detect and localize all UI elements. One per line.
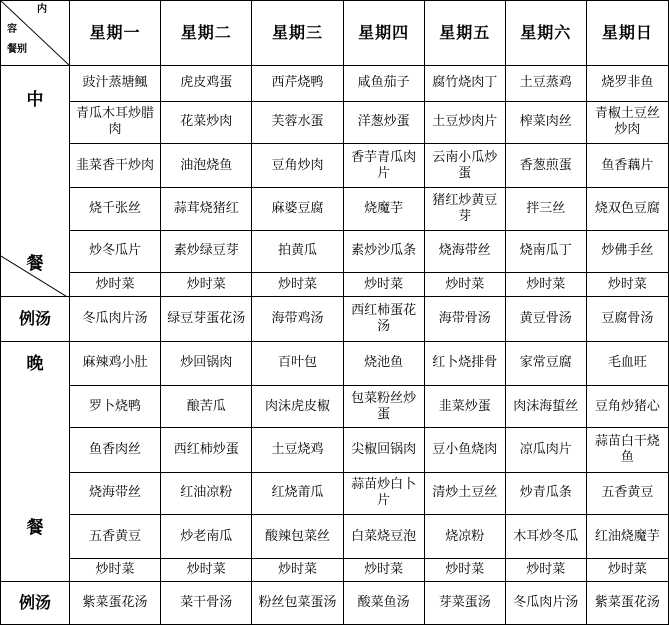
menu-cell: 榨菜肉丝 [505,101,586,143]
menu-cell: 炒时菜 [252,559,343,581]
soup-cell: 海带骨汤 [424,297,505,341]
lunch-label-bottom: 餐 [26,253,44,274]
menu-cell: 西红柿炒蛋 [161,428,252,472]
lunch-row-6 [1,273,669,297]
menu-cell: 包菜粉丝炒蛋 [343,386,424,428]
soup-cell: 芽菜蛋汤 [424,581,505,624]
day-header-wednesday: 星期三 [252,1,343,66]
menu-cell: 蒜苗白干烧鱼 [586,428,668,472]
menu-cell: 韭菜炒蛋 [424,386,505,428]
menu-cell: 炒青瓜条 [505,472,586,514]
lunch-soup-row [1,297,669,341]
dinner-row-5 [1,515,669,559]
soup-cell: 豆腐骨汤 [586,297,668,341]
dinner-label-top: 晚 [26,353,44,374]
menu-cell: 拍黄瓜 [252,230,343,272]
menu-cell: 土豆炒肉片 [424,101,505,143]
menu-cell: 西芹烧鸭 [252,65,343,101]
menu-cell: 炒时菜 [505,559,586,581]
menu-cell: 烧魔芋 [343,188,424,230]
menu-cell: 五香黄豆 [69,515,160,559]
menu-cell: 红卜烧排骨 [424,341,505,385]
menu-cell: 猪红炒黄豆芽 [424,188,505,230]
menu-cell: 咸鱼茄子 [343,65,424,101]
menu-cell: 腐竹烧肉丁 [424,65,505,101]
menu-cell: 蒜苗炒白卜片 [343,472,424,514]
menu-cell: 豉汁蒸塘鲺 [69,65,160,101]
soup-cell: 西红柿蛋花汤 [343,297,424,341]
menu-cell: 油泡烧鱼 [161,144,252,188]
menu-cell: 炒回锅肉 [161,341,252,385]
day-header-saturday: 星期六 [505,1,586,66]
menu-cell: 蒜茸烧猪红 [161,188,252,230]
day-header-sunday: 星期日 [586,1,668,66]
soup-cell: 紫菜蛋花汤 [69,581,160,624]
lunch-section-label [1,65,70,297]
menu-cell: 青椒土豆丝炒肉 [586,101,668,143]
lunch-row-1 [1,65,669,101]
menu-cell: 百叶包 [252,341,343,385]
soup-cell: 绿豆芽蛋花汤 [161,297,252,341]
soup-cell: 冬瓜肉片汤 [69,297,160,341]
menu-cell: 酿苦瓜 [161,386,252,428]
menu-cell: 烧海带丝 [69,472,160,514]
menu-cell: 芙蓉水蛋 [252,101,343,143]
day-header-tuesday: 星期二 [161,1,252,66]
dinner-soup-row [1,581,669,624]
menu-cell: 红油凉粉 [161,472,252,514]
menu-cell: 炒时菜 [424,559,505,581]
menu-cell: 木耳炒冬瓜 [505,515,586,559]
menu-cell: 烧池鱼 [343,341,424,385]
menu-cell: 炒时菜 [343,273,424,297]
menu-cell: 豆角炒猪心 [586,386,668,428]
menu-cell: 烧南瓜丁 [505,230,586,272]
corner-label-content-2: 容 [7,24,17,35]
menu-cell: 酸辣包菜丝 [252,515,343,559]
dinner-row-6 [1,559,669,581]
lunch-row-4 [1,188,669,230]
dinner-row-3 [1,428,669,472]
header-row [1,1,669,66]
soup-cell: 冬瓜肉片汤 [505,581,586,624]
dinner-row-2 [1,386,669,428]
menu-cell: 青瓜木耳炒腊肉 [69,101,160,143]
menu-cell: 虎皮鸡蛋 [161,65,252,101]
menu-cell: 炒时菜 [343,559,424,581]
menu-cell: 肉沫海蜇丝 [505,386,586,428]
day-header-monday: 星期一 [69,1,160,66]
menu-cell: 炒时菜 [252,273,343,297]
menu-cell: 洋葱炒蛋 [343,101,424,143]
soup-cell: 菜干骨汤 [161,581,252,624]
menu-cell: 韭菜香干炒肉 [69,144,160,188]
soup-cell: 黄豆骨汤 [505,297,586,341]
menu-cell: 炒时菜 [161,273,252,297]
day-header-thursday: 星期四 [343,1,424,66]
menu-cell: 炒冬瓜片 [69,230,160,272]
lunch-row-3 [1,144,669,188]
menu-cell: 炒老南瓜 [161,515,252,559]
menu-cell: 罗卜烧鸭 [69,386,160,428]
menu-cell: 五香黄豆 [586,472,668,514]
menu-cell: 素炒绿豆芽 [161,230,252,272]
dinner-row-4 [1,472,669,514]
menu-cell: 肉沫虎皮椒 [252,386,343,428]
menu-cell: 香葱煎蛋 [505,144,586,188]
lunch-soup-label: 例汤 [1,297,70,341]
corner-label-meal: 餐别 [7,44,27,55]
menu-cell: 炒时菜 [424,273,505,297]
soup-cell: 粉丝包菜蛋汤 [252,581,343,624]
menu-cell: 烧双色豆腐 [586,188,668,230]
menu-cell: 烧千张丝 [69,188,160,230]
day-header-friday: 星期五 [424,1,505,66]
menu-cell: 凉瓜肉片 [505,428,586,472]
menu-cell: 烧罗非鱼 [586,65,668,101]
menu-cell: 土豆烧鸡 [252,428,343,472]
menu-cell: 烧凉粉 [424,515,505,559]
menu-cell: 炒佛手丝 [586,230,668,272]
menu-cell: 豆小鱼烧肉 [424,428,505,472]
menu-cell: 豆角炒肉 [252,144,343,188]
corner-label-content-1: 内 [37,4,47,15]
menu-cell: 素炒沙瓜条 [343,230,424,272]
menu-cell: 土豆蒸鸡 [505,65,586,101]
menu-cell: 麻辣鸡小肚 [69,341,160,385]
menu-cell: 白菜烧豆泡 [343,515,424,559]
dinner-section-label [1,341,70,581]
menu-cell: 红油烧魔芋 [586,515,668,559]
corner-header-cell [1,1,70,66]
menu-cell: 麻婆豆腐 [252,188,343,230]
lunch-row-5 [1,230,669,272]
menu-cell: 花菜炒肉 [161,101,252,143]
dinner-row-1 [1,341,669,385]
menu-cell: 鱼香肉丝 [69,428,160,472]
menu-cell: 香芋青瓜肉片 [343,144,424,188]
menu-cell: 炒时菜 [586,273,668,297]
menu-cell: 清炒土豆丝 [424,472,505,514]
soup-cell: 酸菜鱼汤 [343,581,424,624]
menu-cell: 炒时菜 [69,273,160,297]
menu-cell: 炒时菜 [69,559,160,581]
lunch-label-top: 中 [26,89,44,110]
menu-cell: 毛血旺 [586,341,668,385]
menu-cell: 尖椒回锅肉 [343,428,424,472]
lunch-row-2 [1,101,669,143]
menu-cell: 鱼香藕片 [586,144,668,188]
dinner-soup-label: 例汤 [1,581,70,624]
menu-cell: 拌三丝 [505,188,586,230]
soup-cell: 海带鸡汤 [252,297,343,341]
menu-cell: 烧海带丝 [424,230,505,272]
menu-cell: 炒时菜 [161,559,252,581]
menu-cell: 家常豆腐 [505,341,586,385]
dinner-label-bottom: 餐 [26,517,44,538]
menu-cell: 炒时菜 [505,273,586,297]
menu-cell: 红烧莆瓜 [252,472,343,514]
menu-cell: 炒时菜 [586,559,668,581]
menu-cell: 云南小瓜炒蛋 [424,144,505,188]
soup-cell: 紫菜蛋花汤 [586,581,668,624]
